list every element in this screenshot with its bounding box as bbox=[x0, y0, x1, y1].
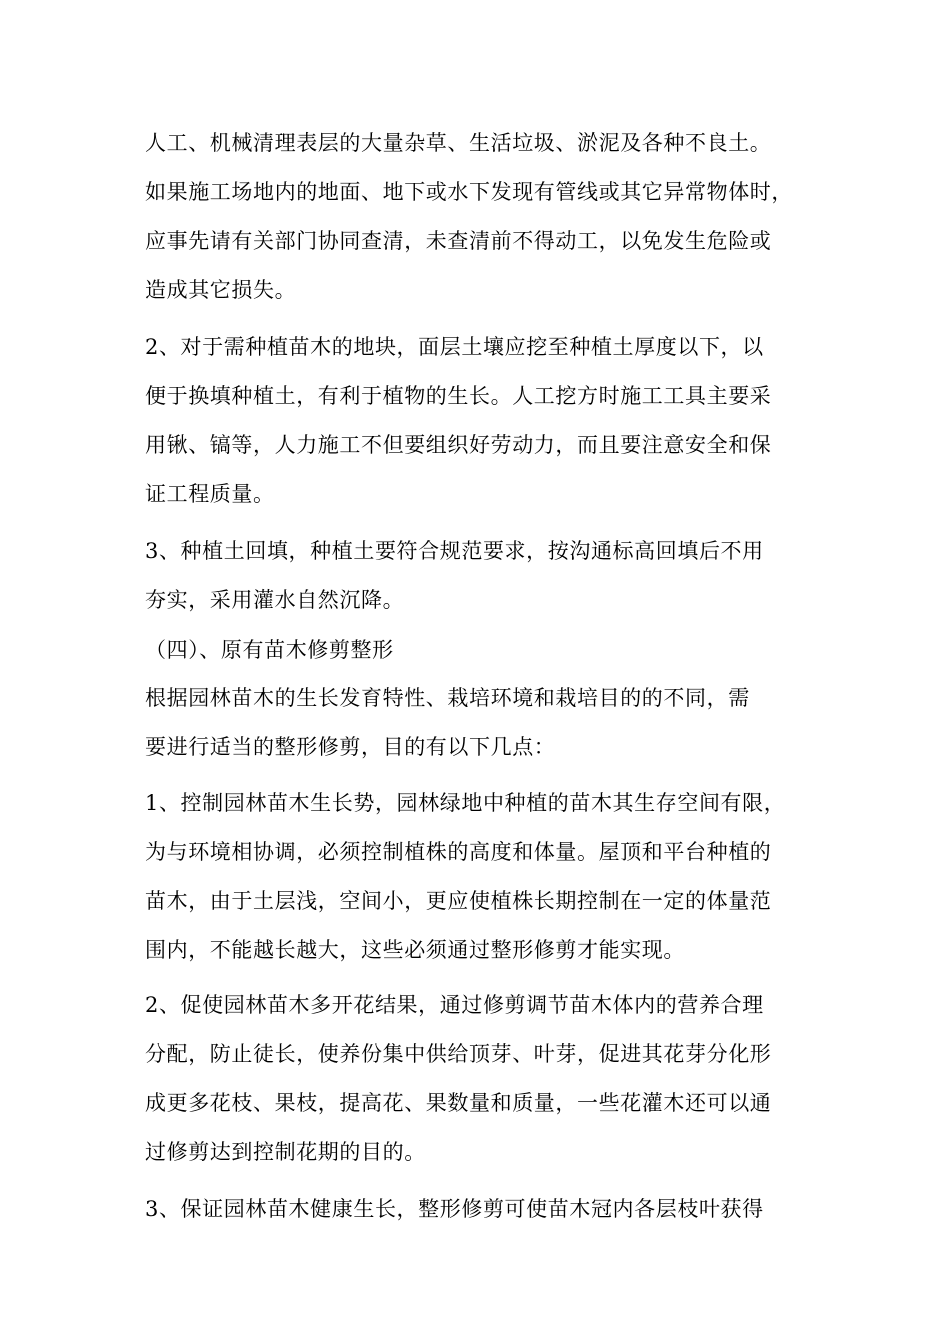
text-line: 造成其它损失。 bbox=[145, 278, 297, 302]
text-line: 过修剪达到控制花期的目的。 bbox=[145, 1140, 426, 1164]
text-line: 2、促使园林苗木多开花结果，通过修剪调节苗木体内的营养合理 bbox=[145, 993, 764, 1017]
text-line: 人工、机械清理表层的大量杂草、生活垃圾、淤泥及各种不良土。 bbox=[145, 131, 772, 155]
text-line: 2、对于需种植苗木的地块，面层土壤应挖至种植土厚度以下，以 bbox=[145, 335, 764, 359]
text-line: 3、保证园林苗木健康生长，整形修剪可使苗木冠内各层枝叶获得 bbox=[145, 1197, 764, 1221]
text-line: 3、种植土回填，种植土要符合规范要求，按沟通标高回填后不用 bbox=[145, 539, 764, 563]
text-line: 1、控制园林苗木生长势，园林绿地中种植的苗木其生存空间有限， bbox=[145, 791, 786, 815]
text-line: 应事先请有关部门协同查清，未查清前不得动工，以免发生危险或 bbox=[145, 229, 772, 253]
text-line: 如果施工场地内的地面、地下或水下发现有管线或其它异常物体时， bbox=[145, 180, 793, 204]
section-heading: （四）、原有苗木修剪整形 bbox=[145, 638, 394, 662]
text-line: 要进行适当的整形修剪，目的有以下几点： bbox=[145, 735, 556, 759]
text-line: 便于换填种植土，有利于植物的生长。人工挖方时施工工具主要采 bbox=[145, 384, 772, 408]
text-line: 围内，不能越长越大，这些必须通过整形修剪才能实现。 bbox=[145, 938, 685, 962]
text-line: 成更多花枝、果枝，提高花、果数量和质量，一些花灌木还可以通 bbox=[145, 1091, 772, 1115]
text-line: 苗木，由于土层浅，空间小，更应使植株长期控制在一定的体量范 bbox=[145, 889, 772, 913]
text-line: 为与环境相协调，必须控制植株的高度和体量。屋顶和平台种植的 bbox=[145, 840, 772, 864]
text-line: 分配，防止徒长，使养份集中供给顶芽、叶芽，促进其花芽分化形 bbox=[145, 1042, 772, 1066]
text-line: 根据园林苗木的生长发育特性、栽培环境和栽培目的的不同，需 bbox=[145, 686, 750, 710]
text-line: 夯实，采用灌水自然沉降。 bbox=[145, 588, 405, 612]
text-line: 证工程质量。 bbox=[145, 482, 275, 506]
text-line: 用锹、镐等，人力施工不但要组织好劳动力，而且要注意安全和保 bbox=[145, 433, 772, 457]
